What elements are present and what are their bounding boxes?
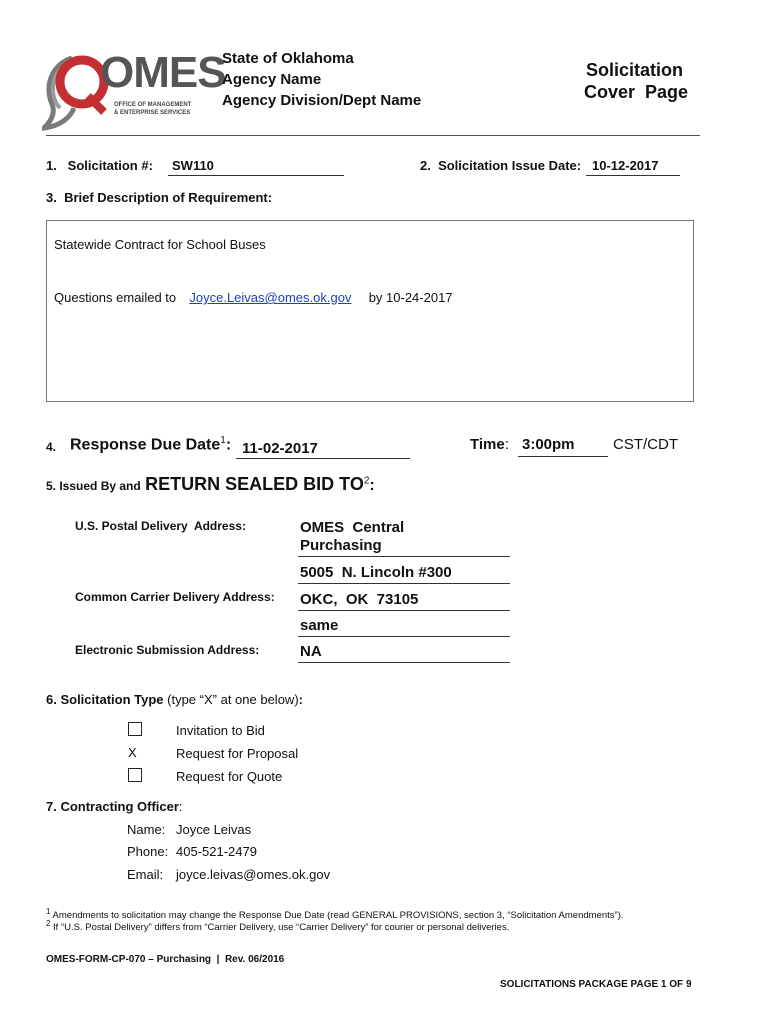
footnote-1: $^1$ Amendments to solicitation may change the Response Due Date (read GENERAL PROVISIONS, section 3, “Solicitation Amendments”). — [46, 907, 624, 922]
questions-suffix: by 10-24-2017 — [368, 290, 453, 305]
checkbox-itb[interactable] — [128, 722, 142, 736]
response-due-label: Response Due Date$^1$: — [70, 435, 232, 454]
street-address-field[interactable]: 5005 N. Lincoln #300 — [298, 564, 510, 584]
officer-name-label: Name: — [127, 822, 166, 837]
questions-email-link[interactable]: Joyce.Leivas@omes.ok.gov — [189, 290, 352, 305]
footnote-2: $^2$ If “U.S. Postal Delivery” differs from “Carrier Delivery, use “Carrier Delivery” for courier or personal deliveries. — [46, 919, 510, 934]
solicitation-number-label: 1. Solicitation #: — [46, 158, 153, 173]
form-id: OMES-FORM-CP-070 – Purchasing | Rev. 06/2016 — [46, 954, 285, 965]
time-field[interactable]: 3:00pm — [518, 436, 608, 457]
page-number: SOLICITATIONS PACKAGE PAGE 1 OF 9 — [500, 979, 692, 990]
officer-email-label: Email: — [127, 867, 164, 882]
logo-subtitle-1: OFFICE OF MANAGEMENT — [114, 102, 192, 108]
page-title-line-2: Cover Page — [584, 82, 689, 102]
questions-prefix: Questions emailed to — [54, 290, 177, 305]
response-due-date-field[interactable]: 11-02-2017 — [236, 440, 410, 459]
postal-address-label: U.S. Postal Delivery Address: — [75, 519, 246, 533]
checkbox-rfp-mark[interactable]: X — [128, 745, 137, 760]
questions-line — [54, 290, 453, 305]
time-label: Time: — [470, 436, 509, 453]
agency-state: State of Oklahoma — [222, 50, 354, 67]
description-label: 3. Brief Description of Requirement: — [46, 190, 273, 205]
city-state-zip-field[interactable]: OKC, OK 73105 — [298, 591, 510, 611]
contracting-officer-heading: 7. Contracting Officer: — [46, 799, 183, 814]
electronic-submission-field[interactable]: NA — [298, 643, 510, 663]
type-option-rfq[interactable] — [128, 768, 142, 785]
type-option-itb-label: Invitation to Bid — [176, 723, 265, 738]
logo-wordmark: OMES — [100, 48, 226, 97]
page-title-line-1: Solicitation — [586, 60, 684, 80]
electronic-submission-label: Electronic Submission Address: — [75, 643, 260, 657]
type-option-rfp-label: Request for Proposal — [176, 746, 299, 761]
carrier-address-label: Common Carrier Delivery Address: — [75, 590, 275, 604]
description-text: Statewide Contract for School Buses — [54, 237, 266, 252]
agency-name: Agency Name — [222, 71, 322, 88]
issue-date-field[interactable]: 10-12-2017 — [586, 158, 680, 176]
type-option-itb[interactable] — [128, 722, 142, 739]
logo-subtitle-2: & ENTERPRISE SERVICES — [114, 110, 191, 116]
postal-address-line-1: OMES Central — [300, 519, 405, 536]
response-item-number: 4. — [46, 440, 57, 454]
checkbox-rfq[interactable] — [128, 768, 142, 782]
officer-email[interactable]: joyce.leivas@omes.ok.gov — [176, 867, 331, 882]
carrier-address-field[interactable]: same — [298, 617, 510, 637]
type-option-rfq-label: Request for Quote — [176, 769, 283, 784]
solicitation-type-heading: 6. Solicitation Type (type “X” at one below): — [46, 692, 303, 707]
header-divider — [46, 135, 700, 136]
timezone-label: CST/CDT — [613, 436, 678, 453]
issue-date-label: 2. Solicitation Issue Date: — [420, 158, 582, 173]
officer-phone: 405-521-2479 — [176, 844, 257, 859]
agency-division: Agency Division/Dept Name — [222, 92, 422, 109]
officer-phone-label: Phone: — [127, 844, 169, 859]
issued-by-heading: 5. Issued By and RETURN SEALED BID $TO^2$: — [46, 474, 375, 494]
postal-address-line-2[interactable]: Purchasing — [298, 537, 510, 557]
solicitation-number-field[interactable]: SW110 — [168, 158, 344, 176]
officer-name: Joyce Leivas — [176, 822, 252, 837]
omes-logo — [42, 46, 226, 132]
